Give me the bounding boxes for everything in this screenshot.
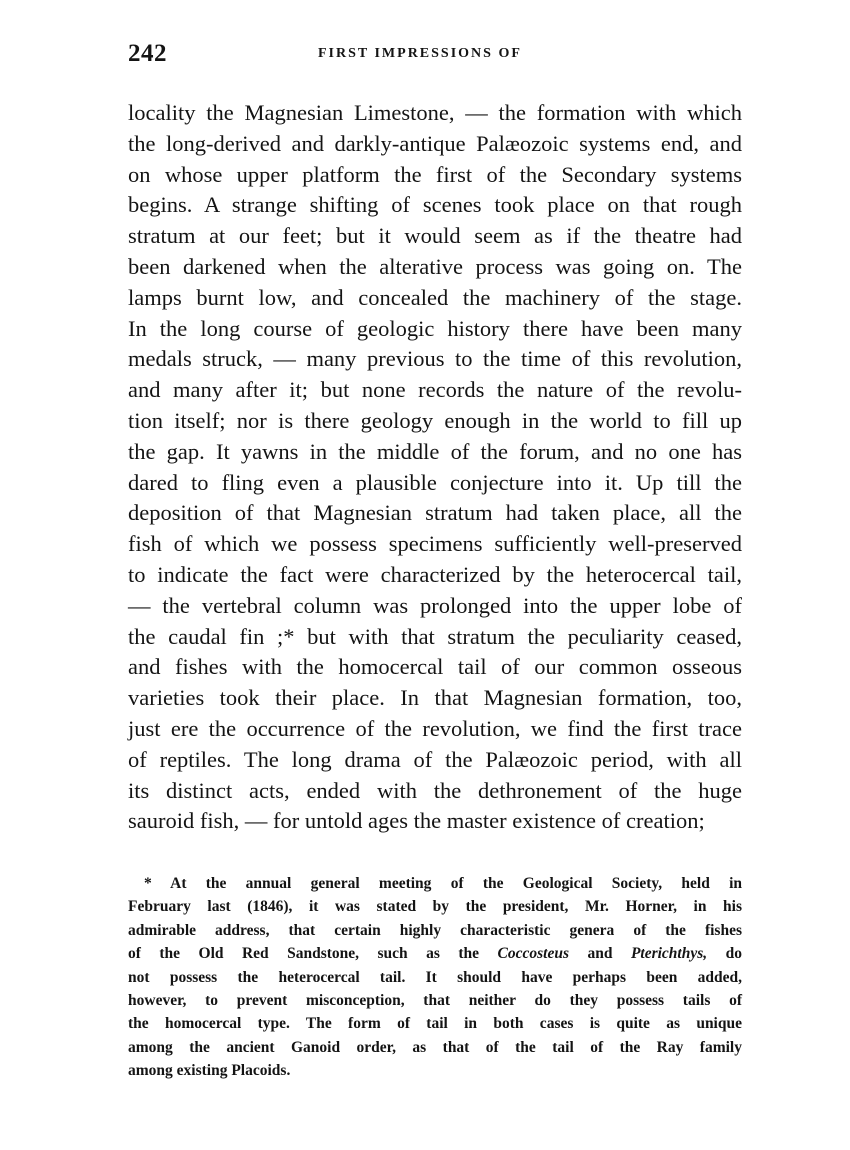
footnote-line: not possess the heterocercal tail. It should have perhaps been added, — [128, 968, 742, 986]
text-line: and fishes with the homocercal tail of our common osseous — [128, 654, 742, 680]
text-line: the long-derived and darkly-antique Palæozoic systems end, and — [128, 130, 742, 156]
footnote-text: do — [707, 945, 742, 963]
body-text — [128, 98, 742, 837]
text-line: just ere the occurrence of the revolution, we find the first trace — [128, 715, 742, 741]
genus-name-coccosteus: Coccosteus — [497, 945, 569, 963]
text-line: lamps burnt low, and concealed the machinery of the stage. — [128, 284, 742, 310]
text-line: dared to fling even a plausible conjecture into it. Up till the — [128, 469, 742, 495]
text-line: In the long course of geologic history there have been many — [128, 315, 742, 341]
text-line: tion itself; nor is there geology enough in the world to fill up — [128, 407, 742, 433]
text-line: sauroid fish, — for untold ages the master existence of creation; — [128, 808, 705, 834]
running-head: FIRST IMPRESSIONS OF — [318, 46, 522, 61]
footnote-line: * At the annual general meeting of the Geological Society, held in — [144, 875, 742, 892]
footnote-text: of the Old Red Sandstone, such as the — [128, 945, 498, 963]
text-line: been darkened when the alterative process was going on. The — [128, 253, 742, 279]
text-line: — the vertebral column was prolonged into the upper lobe of — [128, 592, 742, 618]
text-line: of reptiles. The long drama of the Palæozoic period, with all — [128, 746, 742, 772]
text-line: deposition of that Magnesian stratum had taken place, all the — [128, 500, 742, 526]
text-line: on whose upper platform the first of the Secondary systems — [128, 161, 742, 187]
text-line: begins. A strange shifting of scenes took place on that rough — [128, 192, 742, 218]
text-line: and many after it; but none records the nature of the revolu- — [128, 377, 742, 403]
footnote-line: among the ancient Ganoid order, as that of the tail of the Ray family — [128, 1038, 742, 1056]
text-line: fish of which we possess specimens sufficiently well-preserved — [128, 531, 742, 557]
footnote-line: among existing Placoids. — [128, 1062, 291, 1080]
footnote-line: admirable address, that certain highly characteristic genera of the fishes — [128, 921, 742, 939]
footnote-line: the homocercal type. The form of tail in both cases is quite as unique — [128, 1015, 742, 1033]
genus-name-pterichthys: Pterichthys, — [630, 945, 708, 963]
text-line: its distinct acts, ended with the dethronement of the huge — [128, 777, 742, 803]
text-line: medals struck, — many previous to the time of this revolution, — [128, 346, 742, 372]
text-line: to indicate the fact were characterized by the heterocercal tail, — [128, 561, 742, 587]
page-number: 242 — [128, 40, 167, 67]
text-line: the caudal fin ;* but with that stratum the peculiarity ceased, — [128, 623, 742, 649]
text-line: varieties took their place. In that Magnesian formation, too, — [128, 685, 742, 711]
footnote-text: and — [569, 945, 631, 963]
page-header — [128, 40, 748, 70]
footnote-line: February last (1846), it was stated by the president, Mr. Horner, in his — [128, 898, 742, 916]
text-line: locality the Magnesian Limestone, — the formation with which — [128, 100, 742, 125]
text-line: stratum at our feet; but it would seem as if the theatre had — [128, 223, 742, 249]
text-line: the gap. It yawns in the middle of the forum, and no one has — [128, 438, 742, 464]
footnote-line: however, to prevent misconception, that neither do they possess tails of — [128, 991, 742, 1009]
footnote — [128, 872, 742, 1083]
footnote-line — [128, 942, 742, 965]
